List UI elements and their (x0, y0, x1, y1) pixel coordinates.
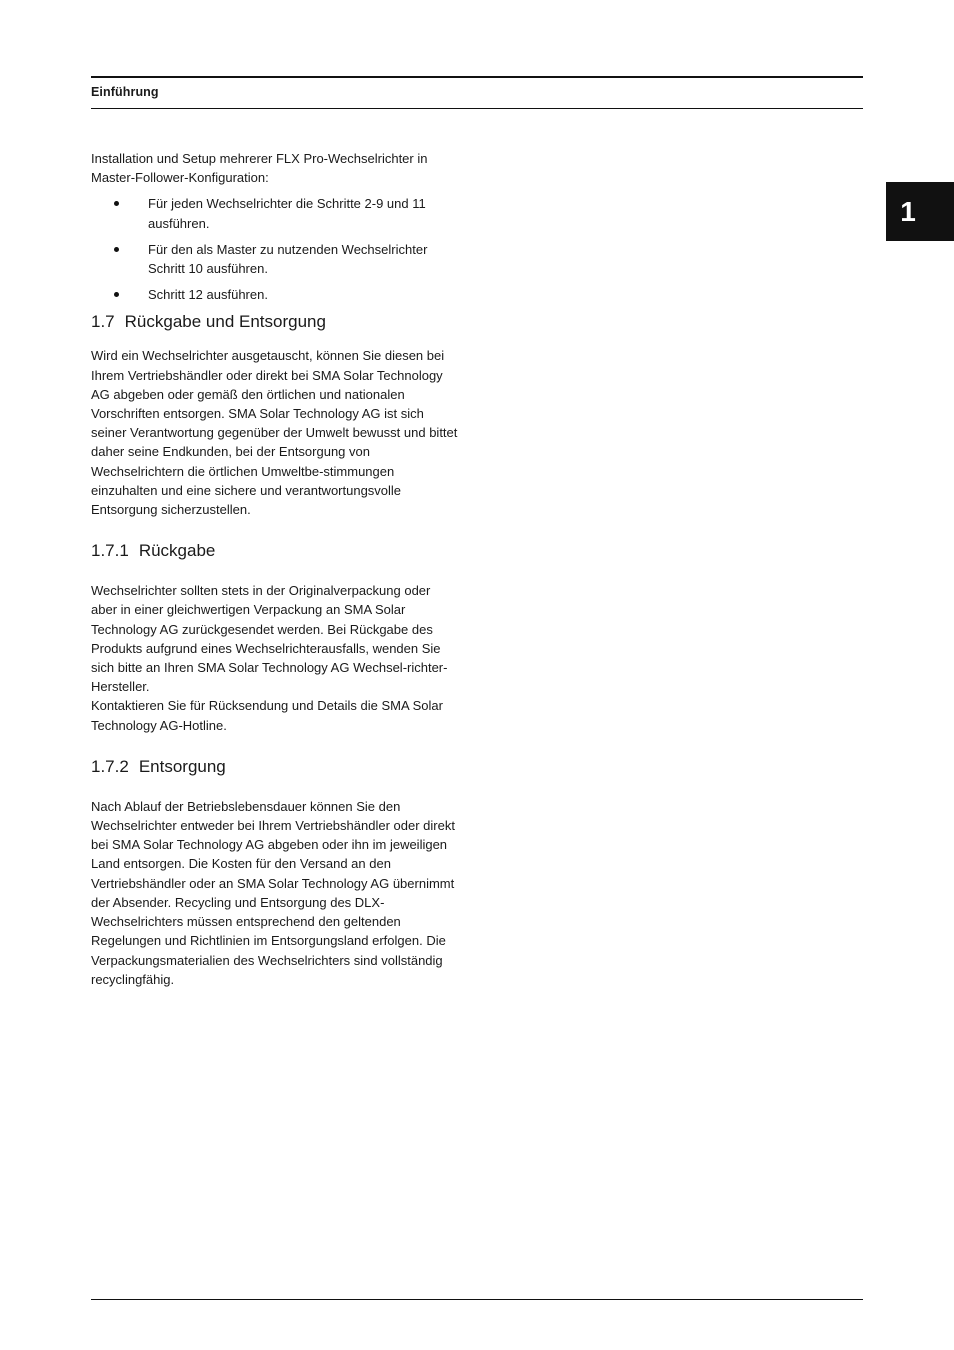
bullet-icon (114, 201, 119, 206)
section-heading-1-7-1 (91, 540, 459, 562)
section-1-7-2-paragraph: Nach Ablauf der Betriebslebensdauer können Sie den Wechselrichter entweder bei Ihrem Vertriebshändler oder direkt bei SMA Solar Technology AG abgeben oder ihn im jeweiligen Land entsorgen. Die Kosten für den Versand an den Vertriebshändler oder an SMA Solar Technology AG übernimmt der Absender. Recycling und Entsorgung des DLX-Wechselrichters müssen entsprechend den geltenden Regelungen und Richtlinien im Entsorgungsland erfolgen. Die Verpackungsmaterialien des Wechselrichters sind vollständig recyclingfähig. (91, 798, 455, 987)
section-number: 1.7.1 (91, 541, 129, 561)
list-item (91, 285, 459, 304)
chapter-tab (886, 182, 954, 241)
section-number: 1.7.2 (91, 756, 129, 776)
section-title: Rückgabe und Entsorgung (124, 312, 326, 332)
section-1-7-1-paragraph: Wechselrichter sollten stets in der Originalverpackung oder aber in einer gleichwertigen Verpackung an SMA Solar Technology AG zurückgesendet werden. Bei Rückgabe des Produkts aufgrund eines Wechselrichterausfalls, wenden Sie sich bitte an Ihren SMA Solar Technology AG Wechsel-richter-Hersteller. (91, 583, 448, 695)
list-item (91, 240, 459, 278)
section-heading-1-7 (91, 311, 459, 333)
intro-bullet-list (91, 194, 459, 304)
section-heading-1-7-2 (91, 756, 459, 778)
section-title: Entsorgung (138, 756, 226, 776)
header-bottom-rule (91, 108, 863, 109)
footer-rule (91, 1299, 863, 1300)
bullet-icon (114, 292, 119, 297)
list-item-text: Für jeden Wechselrichter die Schritte 2-9 und 11 ausführen. (148, 196, 426, 231)
header-top-rule (91, 76, 863, 78)
list-item (91, 194, 459, 232)
section-number: 1.7 (91, 312, 115, 332)
bullet-icon (114, 247, 119, 252)
chapter-number: 1 (900, 195, 916, 227)
section-title: Rückgabe (138, 541, 216, 561)
list-item-text: Schritt 12 ausführen. (148, 287, 268, 303)
section-1-7-1-contact-paragraph: Kontaktieren Sie für Rücksendung und Details die SMA Solar Technology AG-Hotline. (91, 698, 443, 733)
main-column (91, 149, 459, 989)
section-1-7-paragraph: Wird ein Wechselrichter ausgetauscht, können Sie diesen bei Ihrem Vertriebshändler oder direkt bei SMA Solar Technology AG abgeben oder gemäß den örtlichen und nationalen Vorschriften entsorgen. SMA Solar Technology AG ist sich seiner Verantwortung gegenüber der Umwelt bewusst und bittet daher seine Endkunden, bei der Entsorgung von Wechselrichtern die örtlichen Umweltbe-stimmungen einzuhalten und eine sichere und verantwortungsvolle Entsorgung sicherzustellen. (91, 348, 458, 518)
intro-paragraph: Installation und Setup mehrerer FLX Pro-Wechselrichter in Master-Follower-Konfiguration: (91, 151, 428, 186)
running-header-title: Einführung (91, 85, 159, 99)
list-item-text: Für den als Master zu nutzenden Wechselrichter Schritt 10 ausführen. (148, 241, 428, 277)
